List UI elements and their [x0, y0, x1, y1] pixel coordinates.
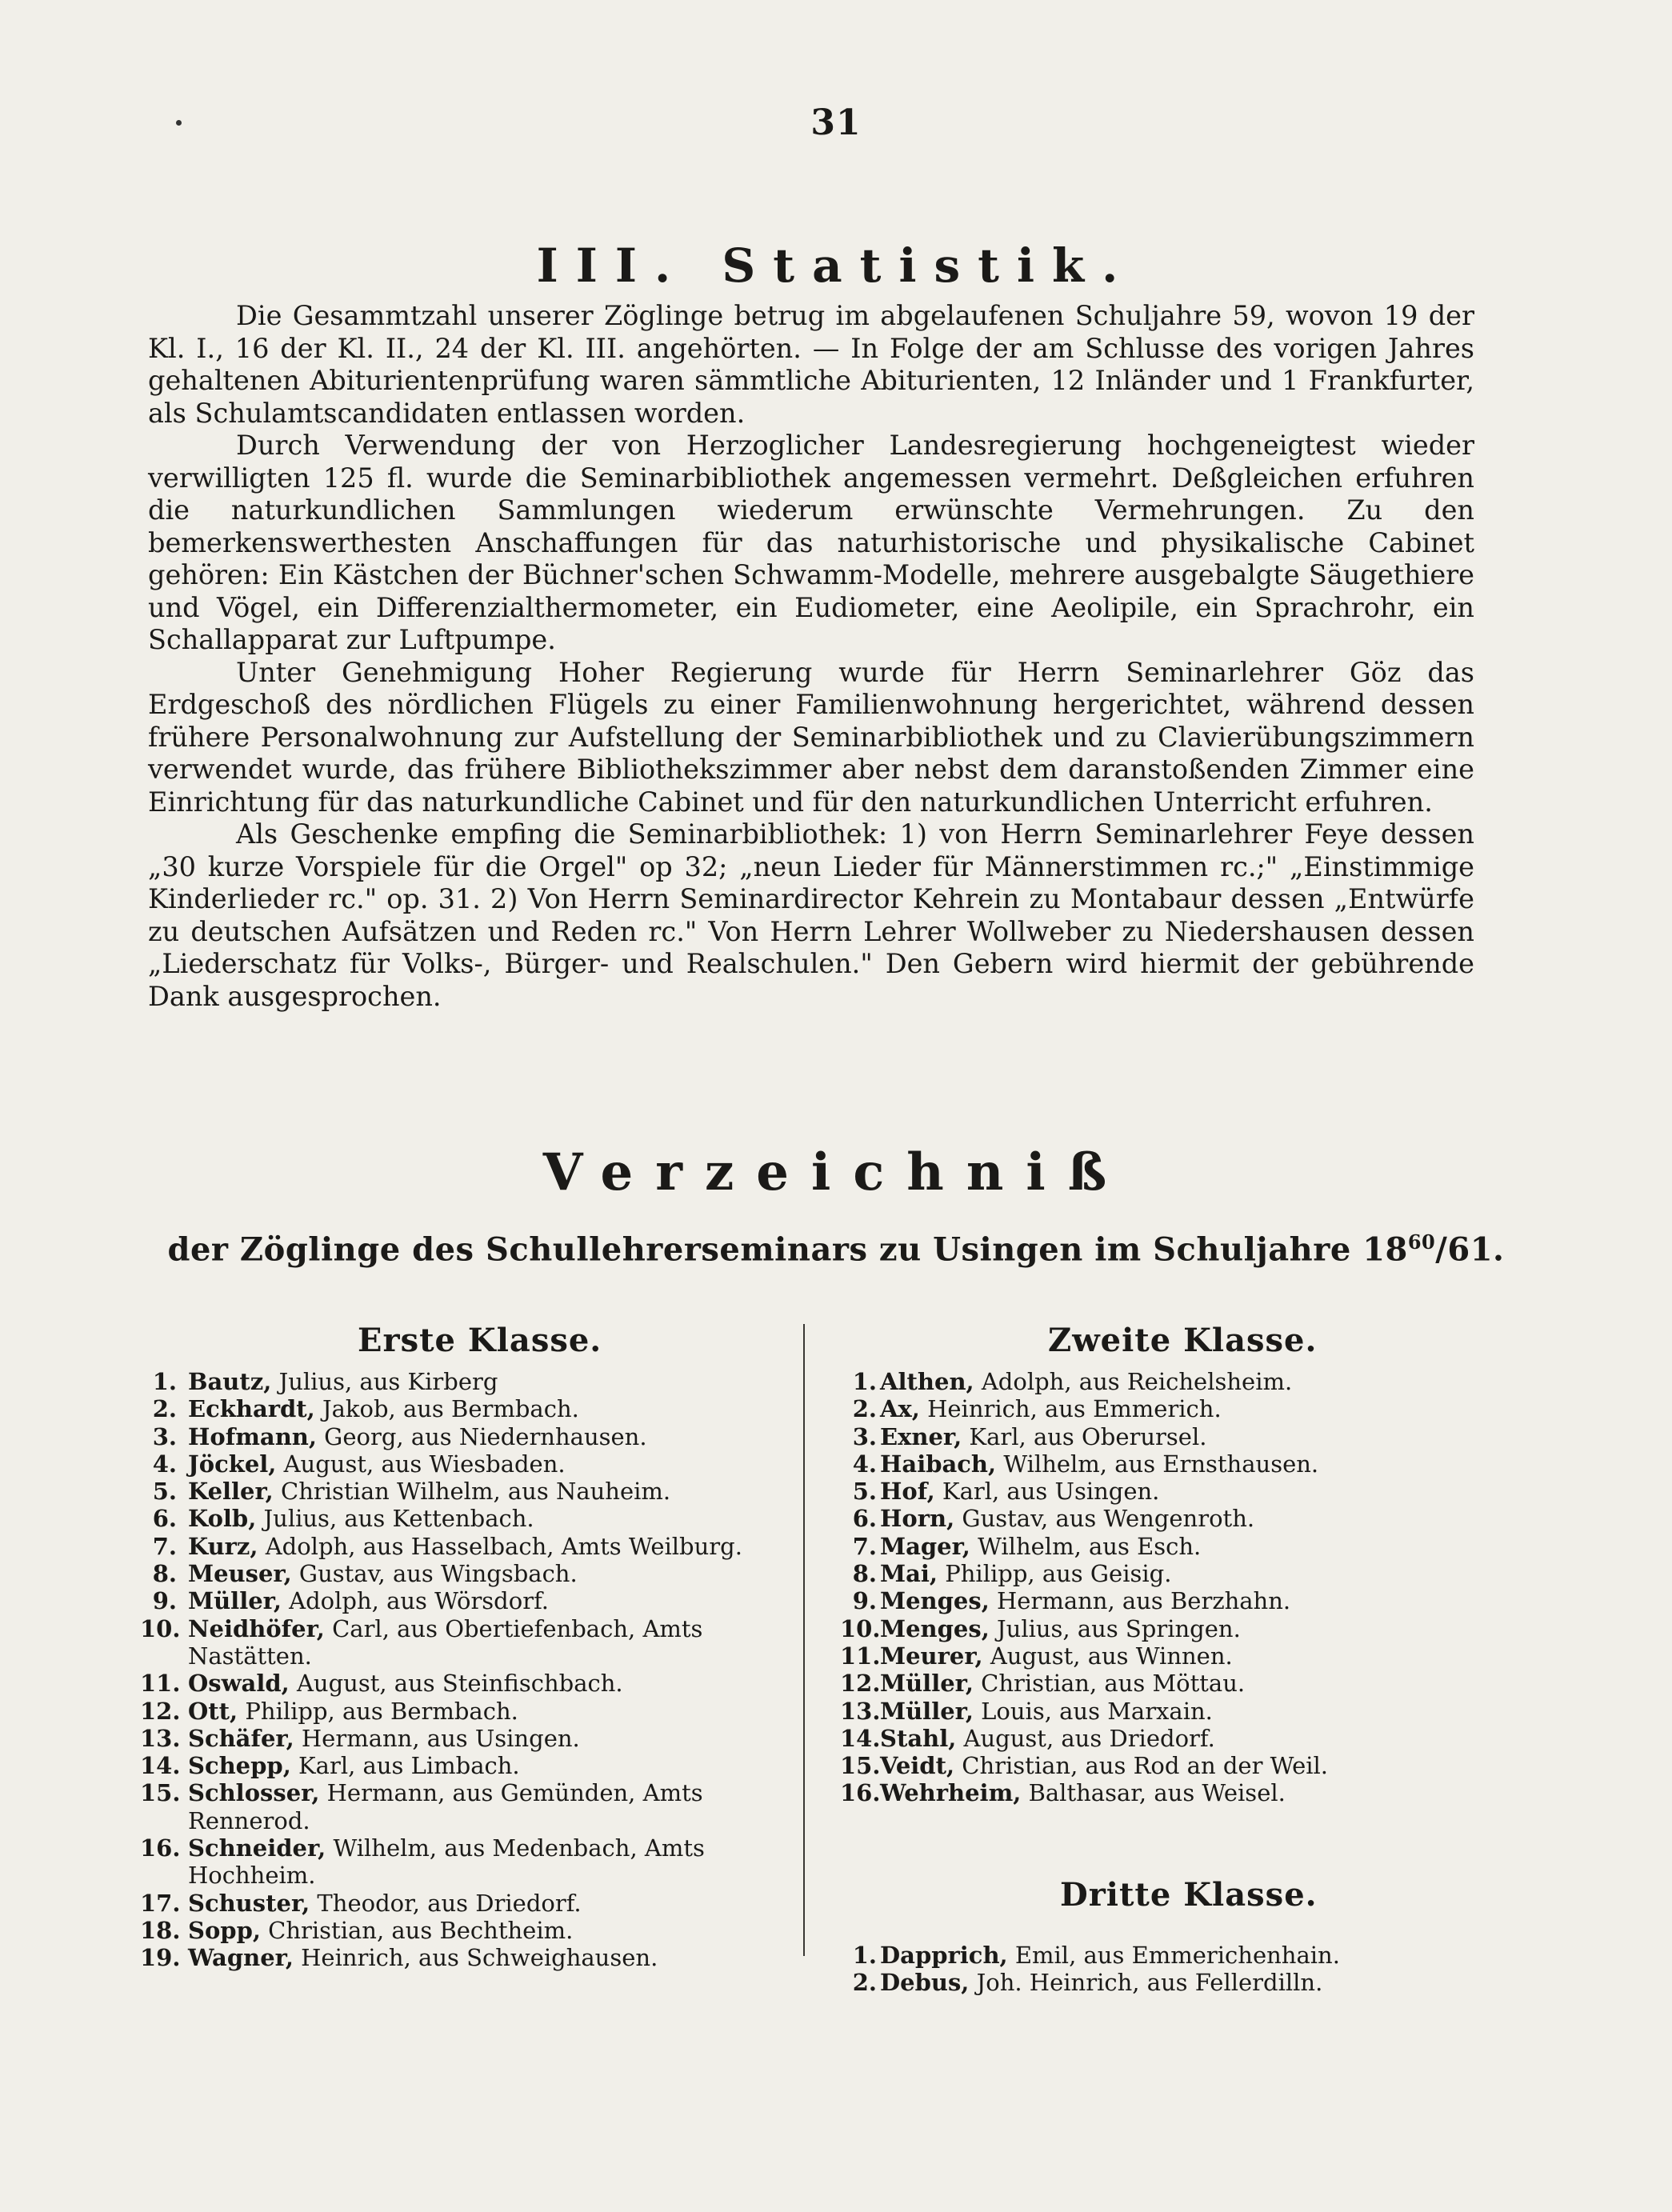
student-details: August, aus Wiesbaden. [276, 1450, 566, 1478]
student-details: Christian Wilhelm, aus Nauheim. [273, 1478, 671, 1506]
paragraph: Durch Verwendung der von Herzoglicher Landesregierung hochgeneigtest wieder verwilligten 125 fl. wurde die Seminarbibliothek angemessen vermehrt. Deßgleichen erfuhren die naturkundlichen Sammlungen wiederum erwünschte Vermehrungen. Zu den bemerkenswerthesten Anschaffungen für das naturhistorische und physikalische Cabinet gehören: Ein Kästchen der Büchner'schen Schwamm-Modelle, mehrere ausgebalgte Säugethiere und Vögel, ein Differenzialthermometer, ein Eudiometer, eine Aeolipile, ein Sprachrohr, ein Schallapparat zur Luftpumpe. [148, 430, 1474, 655]
student-details: August, aus Winnen. [982, 1642, 1233, 1670]
student-surname: Menges, [880, 1587, 990, 1615]
student-surname: Wagner, [188, 1944, 294, 1972]
entry-number: 14. [840, 1724, 881, 1752]
student-details: Wilhelm, aus Ernsthausen. [996, 1450, 1319, 1478]
entry-number: 12. [140, 1697, 181, 1725]
student-details: Julius, aus Kirberg [271, 1368, 498, 1395]
student-surname: Schepp, [188, 1752, 291, 1780]
entry-number: 19. [140, 1944, 181, 1972]
list-item [840, 1395, 1504, 1422]
list-item [840, 1450, 1504, 1478]
list-item [840, 1969, 1504, 1996]
list-item [840, 1533, 1504, 1560]
student-details: Adolph, aus Reichelsheim. [974, 1368, 1293, 1395]
list-item [140, 1423, 780, 1450]
list-item [840, 1478, 1504, 1505]
roster-erste-klasse [140, 1368, 780, 1972]
list-item [140, 1533, 780, 1560]
entry-number: 6. [152, 1505, 177, 1533]
list-item [840, 1560, 1504, 1587]
student-details: August, aus Driedorf. [956, 1724, 1215, 1752]
entry-number: 2. [852, 1969, 877, 1997]
student-details: Philipp, aus Bermbach. [238, 1697, 518, 1725]
student-surname: Müller, [880, 1670, 974, 1698]
list-item [840, 1587, 1504, 1614]
entry-number: 3. [152, 1422, 177, 1450]
entry-number: 4. [152, 1450, 177, 1478]
student-details: Theodor, aus Driedorf. [310, 1889, 582, 1917]
student-details: Hermann, aus Gemünden, Amts Rennerod. [188, 1779, 703, 1834]
student-surname: Althen, [880, 1368, 974, 1395]
entry-number: 10. [840, 1614, 881, 1642]
entry-number: 5. [152, 1478, 177, 1506]
list-item [140, 1725, 780, 1752]
entry-number: 4. [852, 1450, 877, 1478]
entry-number: 7. [152, 1532, 177, 1560]
student-details: Karl, aus Usingen. [934, 1478, 1160, 1506]
student-details: Christian, aus Rod an der Weil. [954, 1752, 1329, 1780]
student-details: Hermann, aus Berzhahn. [989, 1587, 1291, 1615]
entry-number: 1. [152, 1368, 177, 1395]
student-surname: Mager, [880, 1532, 970, 1560]
entry-number: 5. [852, 1478, 877, 1506]
student-surname: Meurer, [880, 1642, 983, 1670]
class-heading-erste: Erste Klasse. [358, 1322, 602, 1359]
paragraph: Die Gesammtzahl unserer Zöglinge betrug im abgelaufenen Schuljahre 59, wovon 19 der Kl. I., 16 der Kl. II., 24 der Kl. III. angehörten. — In Folge der am Schlusse des vorigen Jahres gehaltenen Abiturientenprüfung waren sämmtliche Abiturienten, 12 Inländer und 1 Frankfurter, als Schulamtscandidaten entlassen worden. [148, 300, 1474, 429]
student-surname: Müller, [188, 1587, 282, 1615]
student-details: Christian, aus Möttau. [973, 1670, 1246, 1698]
entry-number: 15. [140, 1779, 181, 1807]
student-details: Julius, aus Springen. [989, 1614, 1241, 1642]
student-surname: Hof, [880, 1478, 935, 1506]
student-details: Joh. Heinrich, aus Fellerdilln. [969, 1969, 1323, 1997]
student-details: August, aus Steinfischbach. [289, 1670, 623, 1698]
entry-number: 2. [152, 1395, 177, 1423]
student-surname: Ax, [880, 1395, 920, 1423]
entry-number: 16. [140, 1834, 181, 1862]
student-surname: Stahl, [880, 1724, 957, 1752]
student-surname: Mai, [880, 1560, 938, 1588]
entry-number: 14. [140, 1752, 181, 1780]
list-item [140, 1944, 780, 1971]
student-surname: Neidhöfer, [188, 1614, 325, 1642]
student-surname: Hofmann, [188, 1422, 317, 1450]
student-surname: Debus, [880, 1969, 970, 1997]
student-details: Karl, aus Limbach. [290, 1752, 520, 1780]
student-details: Emil, aus Emmerichenhain. [1007, 1942, 1340, 1969]
entry-number: 15. [840, 1752, 881, 1780]
list-item [840, 1670, 1504, 1697]
student-surname: Meuser, [188, 1560, 292, 1588]
verzeichnis-subheading [0, 1230, 1672, 1268]
student-surname: Schuster, [188, 1889, 310, 1917]
paragraph: Unter Genehmigung Hoher Regierung wurde für Herrn Seminarlehrer Göz das Erdgeschoß des nördlichen Flügels zu einer Familienwohnung hergerichtet, während dessen frühere Personalwohnung zur Aufstellung der Seminarbibliothek und zu Clavierübungszimmern verwendet wurde, das frühere Bibliothekszimmer aber nebst dem daranstoßenden Zimmer eine Einrichtung für das naturkundliche Cabinet und für den naturkundlichen Unterricht erfuhren. [148, 656, 1474, 818]
student-surname: Eckhardt, [188, 1395, 315, 1423]
list-item [140, 1779, 780, 1834]
list-item [840, 1642, 1504, 1670]
entry-number: 18. [140, 1916, 181, 1944]
entry-number: 7. [852, 1532, 877, 1560]
year-tail: /61. [1435, 1230, 1505, 1269]
entry-number: 12. [840, 1670, 881, 1698]
student-surname: Menges, [880, 1614, 990, 1642]
list-item [840, 1368, 1504, 1395]
list-item [140, 1368, 780, 1395]
entry-number: 1. [852, 1368, 877, 1395]
list-item [840, 1725, 1504, 1752]
student-surname: Jöckel, [188, 1450, 277, 1478]
entry-number: 9. [152, 1587, 177, 1615]
student-surname: Schneider, [188, 1834, 326, 1862]
entry-number: 2. [852, 1395, 877, 1423]
statistik-body [148, 300, 1474, 1013]
subheading-text: der Zöglinge des Schullehrerseminars zu Usingen im Schuljahre 18 [167, 1230, 1408, 1269]
year-superscript: 60 [1407, 1230, 1436, 1254]
student-details: Karl, aus Oberursel. [962, 1422, 1207, 1450]
entry-number: 16. [840, 1779, 881, 1807]
paragraph: Als Geschenke empfing die Seminarbibliothek: 1) von Herrn Seminarlehrer Feye dessen „30 kurze Vorspiele für die Orgel" op 32; „neun Lieder für Männerstimmen rc.;" „Einstimmige Kinderlieder rc." op. 31. 2) Von Herrn Seminardirector Kehrein zu Montabaur dessen „Entwürfe zu deutschen Aufsätzen und Reden rc." Von Herrn Lehrer Wollweber zu Niedershausen dessen „Liederschatz für Volks-, Bürger- und Realschulen." Den Gebern wird hiermit der gebührende Dank ausgesprochen. [148, 818, 1474, 1012]
list-item [140, 1560, 780, 1587]
roster-zweite-klasse [840, 1368, 1504, 1807]
student-surname: Kurz, [188, 1532, 258, 1560]
student-details: Heinrich, aus Emmerich. [919, 1395, 1222, 1423]
student-details: Wilhelm, aus Medenbach, Amts Hochheim. [188, 1834, 705, 1890]
student-details: Carl, aus Obertiefenbach, Amts Nastätten. [188, 1614, 703, 1670]
student-surname: Veidt, [880, 1752, 955, 1780]
list-item [840, 1698, 1504, 1725]
student-surname: Bautz, [188, 1368, 272, 1395]
student-surname: Dapprich, [880, 1942, 1008, 1969]
student-details: Wilhelm, aus Esch. [970, 1532, 1202, 1560]
section-heading-verzeichnis: Verzeichniß [542, 1142, 1130, 1202]
class-heading-zweite: Zweite Klasse. [1048, 1322, 1318, 1359]
entry-number: 6. [852, 1505, 877, 1533]
entry-number: 11. [140, 1670, 181, 1698]
student-surname: Horn, [880, 1505, 955, 1533]
student-details: Adolph, aus Wörsdorf. [281, 1587, 549, 1615]
list-item [140, 1505, 780, 1532]
student-details: Balthasar, aus Weisel. [1021, 1779, 1286, 1807]
student-surname: Kolb, [188, 1505, 257, 1533]
entry-number: 11. [840, 1642, 881, 1670]
entry-number: 1. [852, 1942, 877, 1969]
list-item [140, 1917, 780, 1944]
student-surname: Sopp, [188, 1916, 261, 1944]
student-details: Julius, aus Kettenbach. [256, 1505, 534, 1533]
student-surname: Schlosser, [188, 1779, 320, 1807]
list-item [140, 1478, 780, 1505]
list-item [840, 1615, 1504, 1642]
list-item [140, 1752, 780, 1779]
student-surname: Exner, [880, 1422, 962, 1450]
list-item [840, 1752, 1504, 1779]
entry-number: 13. [840, 1697, 881, 1725]
page-number: 31 [810, 102, 862, 143]
student-surname: Müller, [880, 1697, 974, 1725]
list-item [840, 1423, 1504, 1450]
class-heading-dritte: Dritte Klasse. [1060, 1876, 1318, 1914]
student-details: Gustav, aus Wingsbach. [291, 1560, 578, 1588]
entry-number: 17. [140, 1889, 181, 1917]
student-surname: Keller, [188, 1478, 274, 1506]
list-item [840, 1942, 1504, 1969]
entry-number: 8. [152, 1560, 177, 1588]
section-heading-statistik: III. Statistik. [536, 238, 1136, 293]
list-item [140, 1834, 780, 1890]
student-details: Heinrich, aus Schweighausen. [293, 1944, 658, 1972]
student-details: Georg, aus Niedernhausen. [316, 1422, 647, 1450]
student-surname: Wehrheim, [880, 1779, 1022, 1807]
entry-number: 13. [140, 1724, 181, 1752]
list-item [140, 1890, 780, 1917]
list-item [140, 1395, 780, 1422]
student-details: Gustav, aus Wengenroth. [954, 1505, 1255, 1533]
entry-number: 9. [852, 1587, 877, 1615]
entry-number: 10. [140, 1614, 181, 1642]
roster-dritte-klasse [840, 1942, 1504, 1997]
student-surname: Ott, [188, 1697, 238, 1725]
list-item [140, 1698, 780, 1725]
student-details: Philipp, aus Geisig. [938, 1560, 1172, 1588]
student-surname: Oswald, [188, 1670, 290, 1698]
list-item [140, 1670, 780, 1697]
list-item [840, 1779, 1504, 1806]
list-item [840, 1505, 1504, 1532]
entry-number: 8. [852, 1560, 877, 1588]
list-item [140, 1587, 780, 1614]
student-details: Louis, aus Marxain. [973, 1697, 1213, 1725]
student-details: Adolph, aus Hasselbach, Amts Weilburg. [258, 1532, 742, 1560]
entry-number: 3. [852, 1422, 877, 1450]
student-surname: Haibach, [880, 1450, 997, 1478]
student-details: Hermann, aus Usingen. [294, 1724, 580, 1752]
student-details: Jakob, aus Bermbach. [314, 1395, 579, 1423]
list-item [140, 1450, 780, 1478]
student-details: Christian, aus Bechtheim. [260, 1916, 574, 1944]
list-item [140, 1615, 780, 1670]
student-surname: Schäfer, [188, 1724, 294, 1752]
column-divider [803, 1324, 805, 1956]
